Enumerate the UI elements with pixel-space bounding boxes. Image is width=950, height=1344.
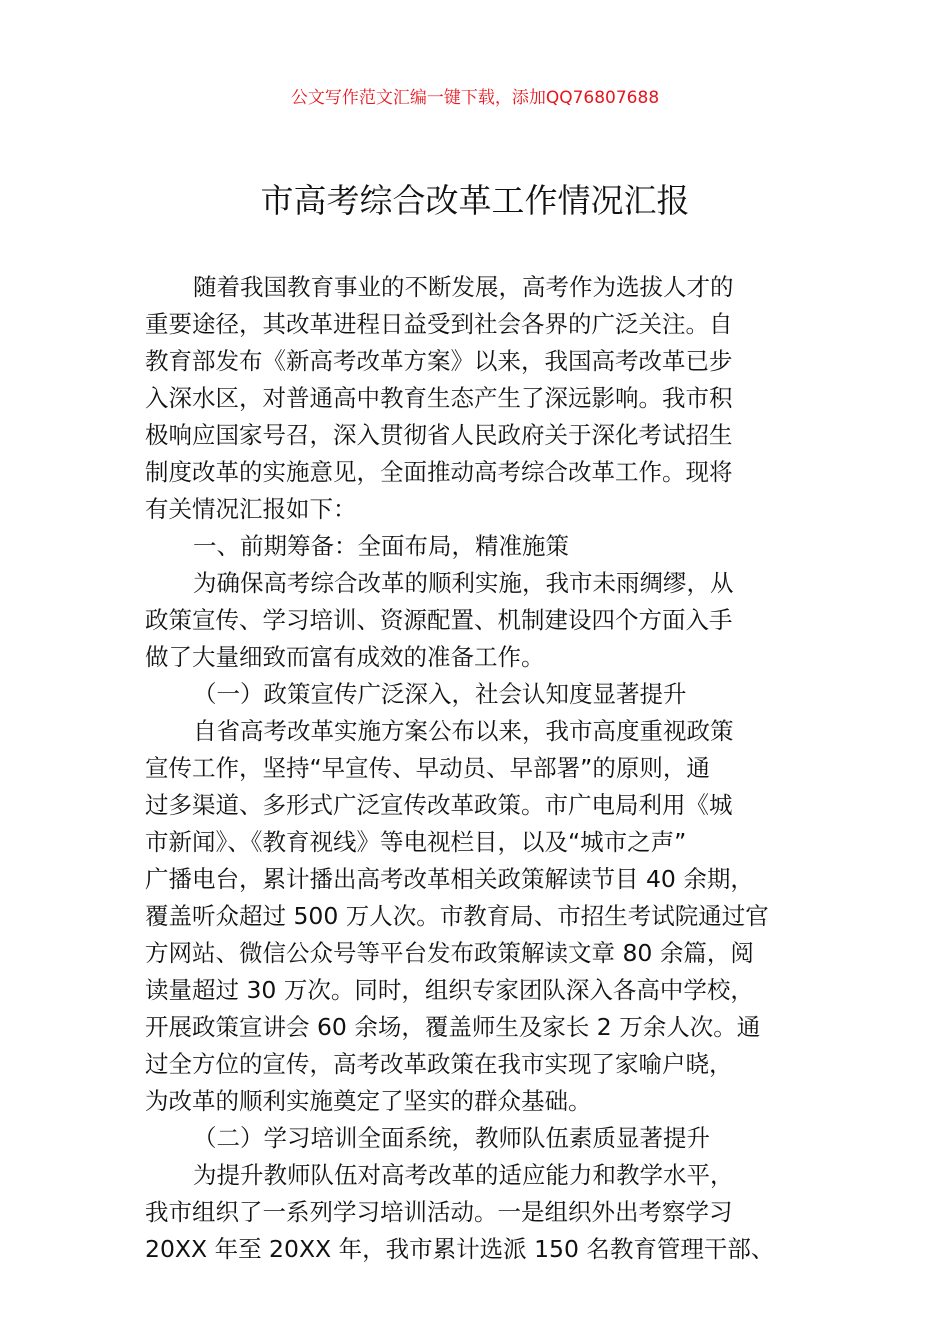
paragraph-line: 过全方位的宣传，高考改革政策在我市实现了家喻户晓， xyxy=(145,1050,733,1078)
paragraph-line: 为提升教师队伍对高考改革的适应能力和教学水平， xyxy=(193,1161,734,1189)
paragraph-line: 宣传工作，坚持“早宣传、早动员、早部署”的原则，通 xyxy=(145,754,710,782)
paragraph-line: 做了大量细致而富有成效的准备工作。 xyxy=(145,643,545,671)
paragraph-line: 覆盖听众超过 500 万人次。市教育局、市招生考试院通过官 xyxy=(145,902,769,930)
paragraph-line: 读量超过 30 万次。同时，组织专家团队深入各高中学校， xyxy=(145,976,754,1004)
paragraph-line: 自省高考改革实施方案公布以来，我市高度重视政策 xyxy=(193,717,734,745)
paragraph-line: 为改革的顺利实施奠定了坚实的群众基础。 xyxy=(145,1087,592,1115)
section-heading: 一、前期筹备：全面布局，精准施策 xyxy=(193,532,569,560)
paragraph-line: 我市组织了一系列学习培训活动。一是组织外出考察学习 xyxy=(145,1198,733,1226)
paragraph-line: 政策宣传、学习培训、资源配置、机制建设四个方面入手 xyxy=(145,606,733,634)
paragraph-line: 入深水区，对普通高中教育生态产生了深远影响。我市积 xyxy=(145,384,733,412)
paragraph-line: 过多渠道、多形式广泛宣传改革政策。市广电局利用《城 xyxy=(145,791,733,819)
paragraph-line: 开展政策宣讲会 60 余场，覆盖师生及家长 2 万余人次。通 xyxy=(145,1013,761,1041)
paragraph-line: 极响应国家号召，深入贯彻省人民政府关于深化考试招生 xyxy=(145,421,733,449)
paragraph-line: 20XX 年至 20XX 年，我市累计选派 150 名教育管理干部、 xyxy=(145,1235,775,1263)
paragraph-line: 教育部发布《新高考改革方案》以来，我国高考改革已步 xyxy=(145,347,733,375)
paragraph-line: 方网站、微信公众号等平台发布政策解读文章 80 余篇，阅 xyxy=(145,939,754,967)
subsection-heading: （二）学习培训全面系统，教师队伍素质显著提升 xyxy=(193,1124,710,1152)
subsection-heading: （一）政策宣传广泛深入，社会认知度显著提升 xyxy=(193,680,687,708)
document-body xyxy=(145,269,810,1268)
paragraph-line: 有关情况汇报如下： xyxy=(145,495,357,523)
download-notice: 公文写作范文汇编一键下载，添加QQ76807688 xyxy=(290,88,660,108)
paragraph-line: 市新闻》、《教育视线》等电视栏目，以及“城市之声” xyxy=(145,828,687,856)
paragraph-line: 随着我国教育事业的不断发展，高考作为选拔人才的 xyxy=(193,273,734,301)
paragraph-line: 制度改革的实施意见，全面推动高考综合改革工作。现将 xyxy=(145,458,733,486)
paragraph-line: 重要途径，其改革进程日益受到社会各界的广泛关注。自 xyxy=(145,310,733,338)
document-title: 市高考综合改革工作情况汇报 xyxy=(260,181,690,220)
paragraph-line: 为确保高考综合改革的顺利实施，我市未雨绸缪，从 xyxy=(193,569,734,597)
paragraph-line: 广播电台，累计播出高考改革相关政策解读节目 40 余期， xyxy=(145,865,754,893)
